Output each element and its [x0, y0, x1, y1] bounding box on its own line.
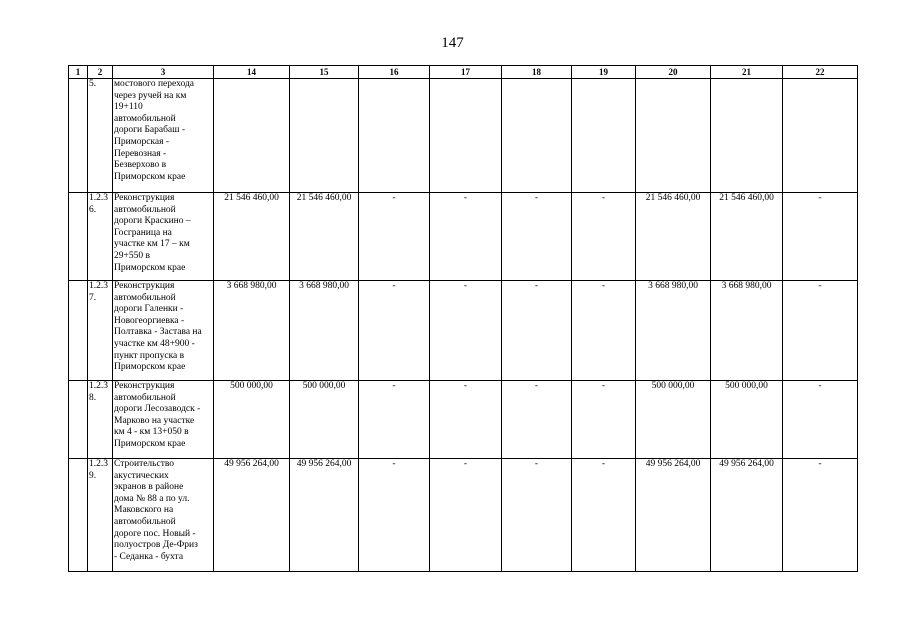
- amount-cell-19: -: [572, 281, 636, 381]
- amount-cell-19: -: [572, 193, 636, 281]
- item-number: 1.2.3 7.: [88, 281, 113, 381]
- description-line: км 4 - км 13+050 в: [114, 427, 189, 438]
- amount-cell-21: 3 668 980,00: [711, 281, 783, 381]
- table-row: [69, 281, 858, 381]
- description-line: Реконструкция: [114, 381, 175, 391]
- description-line: Марково на участке: [114, 415, 195, 426]
- description-line: участке км 48+900 -: [114, 338, 195, 349]
- row-index-cell: [69, 381, 88, 459]
- column-header: 20: [636, 66, 711, 79]
- amount-cell-22: -: [783, 459, 858, 572]
- budget-table: [68, 65, 858, 572]
- amount-cell-22: -: [783, 193, 858, 281]
- description-line: Госграница на: [114, 227, 172, 238]
- table-row: [69, 193, 858, 281]
- amount-cell-15: [290, 79, 359, 193]
- amount-cell-17: -: [430, 381, 502, 459]
- column-header: 2: [88, 66, 113, 79]
- item-description: [113, 281, 214, 381]
- description-line: дома № 88 а по ул.: [114, 493, 190, 504]
- description-line: автомобильной: [114, 516, 176, 527]
- column-header: 18: [502, 66, 572, 79]
- description-line: Перевозная -: [114, 148, 167, 159]
- amount-cell-19: [572, 79, 636, 193]
- column-header: 15: [290, 66, 359, 79]
- amount-cell-17: -: [430, 281, 502, 381]
- item-number: 1.2.3 9.: [88, 459, 113, 572]
- row-index-cell: [69, 79, 88, 193]
- table-row: [69, 79, 858, 193]
- amount-cell-14: 49 956 264,00: [214, 459, 290, 572]
- amount-cell-18: -: [502, 193, 572, 281]
- amount-cell-14: 21 546 460,00: [214, 193, 290, 281]
- amount-cell-14: [214, 79, 290, 193]
- row-index-cell: [69, 459, 88, 572]
- amount-cell-20: 3 668 980,00: [636, 281, 711, 381]
- page-number: 147: [441, 35, 464, 51]
- description-line: автомобильной: [114, 292, 176, 303]
- amount-cell-16: [359, 79, 430, 193]
- amount-cell-22: [783, 79, 858, 193]
- description-line: дороги Лесозаводск -: [114, 404, 201, 415]
- amount-cell-18: -: [502, 281, 572, 381]
- column-header: 14: [214, 66, 290, 79]
- item-description: [113, 79, 214, 193]
- amount-cell-17: [430, 79, 502, 193]
- amount-cell-16: -: [359, 459, 430, 572]
- amount-cell-15: 21 546 460,00: [290, 193, 359, 281]
- amount-cell-17: -: [430, 193, 502, 281]
- amount-cell-21: 500 000,00: [711, 381, 783, 459]
- item-number: 1.2.3 8.: [88, 381, 113, 459]
- description-line: дороге пос. Новый -: [114, 528, 196, 539]
- description-line: акустических: [114, 470, 169, 481]
- description-line: полуостров Де-Фриз: [114, 540, 198, 551]
- amount-cell-21: [711, 79, 783, 193]
- description-line: Приморском крае: [114, 171, 186, 182]
- description-line: дороги Краскино –: [114, 216, 191, 227]
- description-line: участке км 17 – км: [114, 239, 190, 250]
- description-line: 19+110: [114, 102, 143, 113]
- item-number: 5.: [88, 79, 113, 193]
- amount-cell-20: 500 000,00: [636, 381, 711, 459]
- description-line: автомобильной: [114, 204, 176, 215]
- description-line: Приморском крае: [114, 438, 186, 449]
- amount-cell-16: -: [359, 381, 430, 459]
- amount-cell-14: 500 000,00: [214, 381, 290, 459]
- description-line: Безверхово в: [114, 160, 167, 171]
- item-description: [113, 381, 214, 459]
- description-line: экранов в районе: [114, 482, 184, 493]
- column-header: 3: [113, 66, 214, 79]
- description-line: Полтавка - Застава на: [114, 327, 202, 338]
- column-header: 19: [572, 66, 636, 79]
- amount-cell-16: -: [359, 193, 430, 281]
- column-header: 21: [711, 66, 783, 79]
- description-line: Приморском крае: [114, 362, 186, 373]
- amount-cell-20: [636, 79, 711, 193]
- description-line: Приморском крае: [114, 262, 186, 273]
- amount-cell-15: 49 956 264,00: [290, 459, 359, 572]
- row-index-cell: [69, 281, 88, 381]
- amount-cell-22: -: [783, 381, 858, 459]
- amount-cell-14: 3 668 980,00: [214, 281, 290, 381]
- amount-cell-22: -: [783, 281, 858, 381]
- description-line: дороги Барабаш -: [114, 125, 185, 136]
- description-line: пункт пропуска в: [114, 350, 185, 361]
- amount-cell-20: 21 546 460,00: [636, 193, 711, 281]
- amount-cell-18: [502, 79, 572, 193]
- amount-cell-16: -: [359, 281, 430, 381]
- item-description: [113, 459, 214, 572]
- amount-cell-21: 21 546 460,00: [711, 193, 783, 281]
- description-line: через ручей на км: [114, 90, 187, 101]
- amount-cell-19: -: [572, 381, 636, 459]
- description-line: автомобильной: [114, 113, 176, 124]
- description-line: Приморская -: [114, 136, 170, 147]
- row-index-cell: [69, 193, 88, 281]
- amount-cell-15: 500 000,00: [290, 381, 359, 459]
- description-line: Реконструкция: [114, 281, 175, 291]
- description-line: - Седанка - бухта: [114, 551, 184, 562]
- amount-cell-18: -: [502, 381, 572, 459]
- amount-cell-18: -: [502, 459, 572, 572]
- column-header: 1: [69, 66, 88, 79]
- description-line: Новогеоргиевка -: [114, 315, 185, 326]
- item-description: [113, 193, 214, 281]
- table-row: [69, 459, 858, 572]
- amount-cell-17: -: [430, 459, 502, 572]
- table-header-row: [69, 66, 858, 79]
- description-line: автомобильной: [114, 392, 176, 403]
- amount-cell-19: -: [572, 459, 636, 572]
- description-line: Строительство: [114, 459, 175, 469]
- table-row: [69, 381, 858, 459]
- amount-cell-20: 49 956 264,00: [636, 459, 711, 572]
- description-line: 29+550 в: [114, 250, 150, 261]
- description-line: дороги Галенки -: [114, 304, 184, 315]
- description-line: мостового перехода: [114, 79, 195, 89]
- column-header: 22: [783, 66, 858, 79]
- column-header: 17: [430, 66, 502, 79]
- item-number: 1.2.3 6.: [88, 193, 113, 281]
- description-line: Маковского на: [114, 505, 174, 516]
- column-header: 16: [359, 66, 430, 79]
- amount-cell-21: 49 956 264,00: [711, 459, 783, 572]
- description-line: Реконструкция: [114, 193, 175, 203]
- amount-cell-15: 3 668 980,00: [290, 281, 359, 381]
